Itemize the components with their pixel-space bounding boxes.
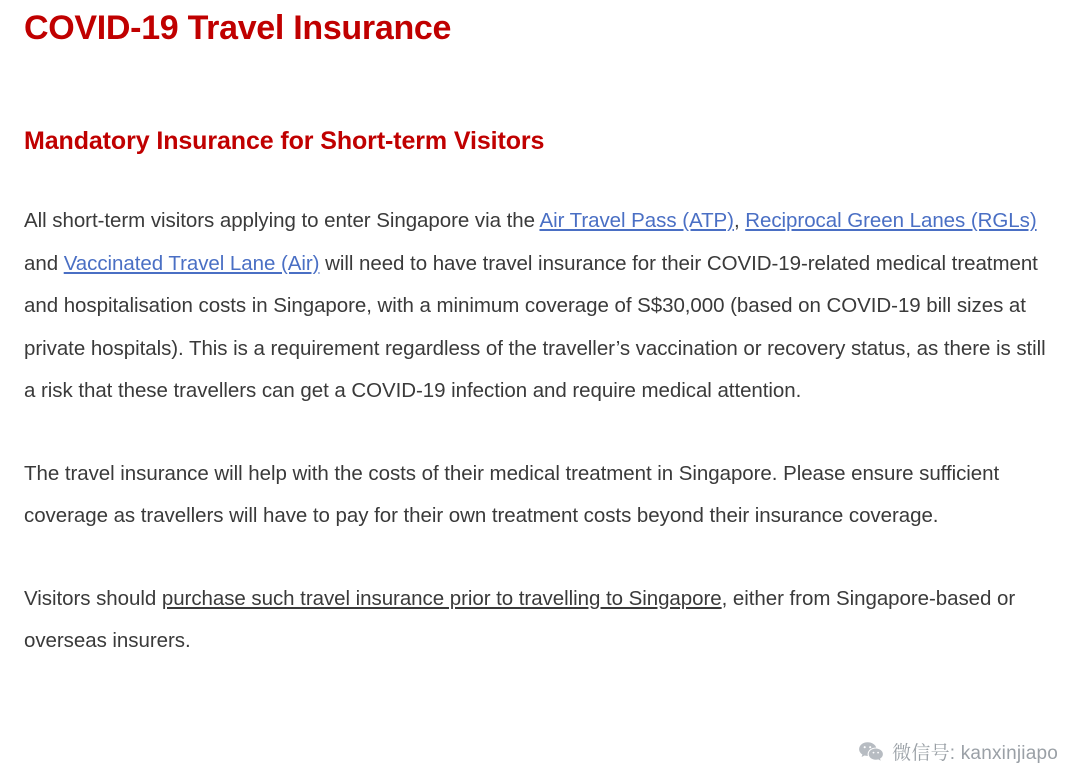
page-title: COVID-19 Travel Insurance (24, 9, 452, 47)
paragraph1-separator-1: , (733, 209, 746, 232)
watermark (858, 738, 1058, 765)
link-vaccinated-travel-lane[interactable]: Vaccinated Travel Lane (Air) (63, 251, 320, 275)
paragraph-purchase-advice (24, 538, 1056, 663)
link-air-travel-pass[interactable]: Air Travel Pass (ATP) (539, 209, 734, 232)
paragraph3-underlined-phrase: purchase such travel insurance prior to travelling to Singapore (161, 586, 722, 610)
paragraph1-text-before-links: All short-term visitors applying to enter Singapore via the (24, 209, 540, 232)
paragraph3-text-before: Visitors should (24, 586, 162, 610)
watermark-text: 微信号: kanxinjiapo (892, 743, 1058, 764)
section-heading: Mandatory Insurance for Short-term Visitors (24, 127, 545, 155)
paragraph-mandatory-insurance (24, 159, 1056, 413)
wechat-icon (858, 741, 884, 763)
link-reciprocal-green-lanes[interactable]: Reciprocal Green Lanes (RGLs) (745, 209, 1037, 232)
paragraph-coverage-costs: The travel insurance will help with the costs of their medical treatment in Singapore. Please ensure sufficient coverage as travellers will have to pay for their own treatment costs beyond their insurance coverage. (24, 461, 1000, 527)
paragraph1-text-after-links: will need to have travel insurance for their COVID-19-related medical treatment and hospitalisation costs in Singapore, with a minimum coverage of S$30,000 (based on COVID-19 bill sizes at private hospitals). This is a requirement regardless of the traveller’s vaccination or recovery status, as there is still a risk that these travellers can get a COVID-19 infection and require medical attention. (24, 251, 1046, 402)
paragraph3-text-after: , either from Singapore-based or overseas insurers. (24, 586, 1016, 652)
paragraph1-separator-2: and (24, 251, 64, 275)
